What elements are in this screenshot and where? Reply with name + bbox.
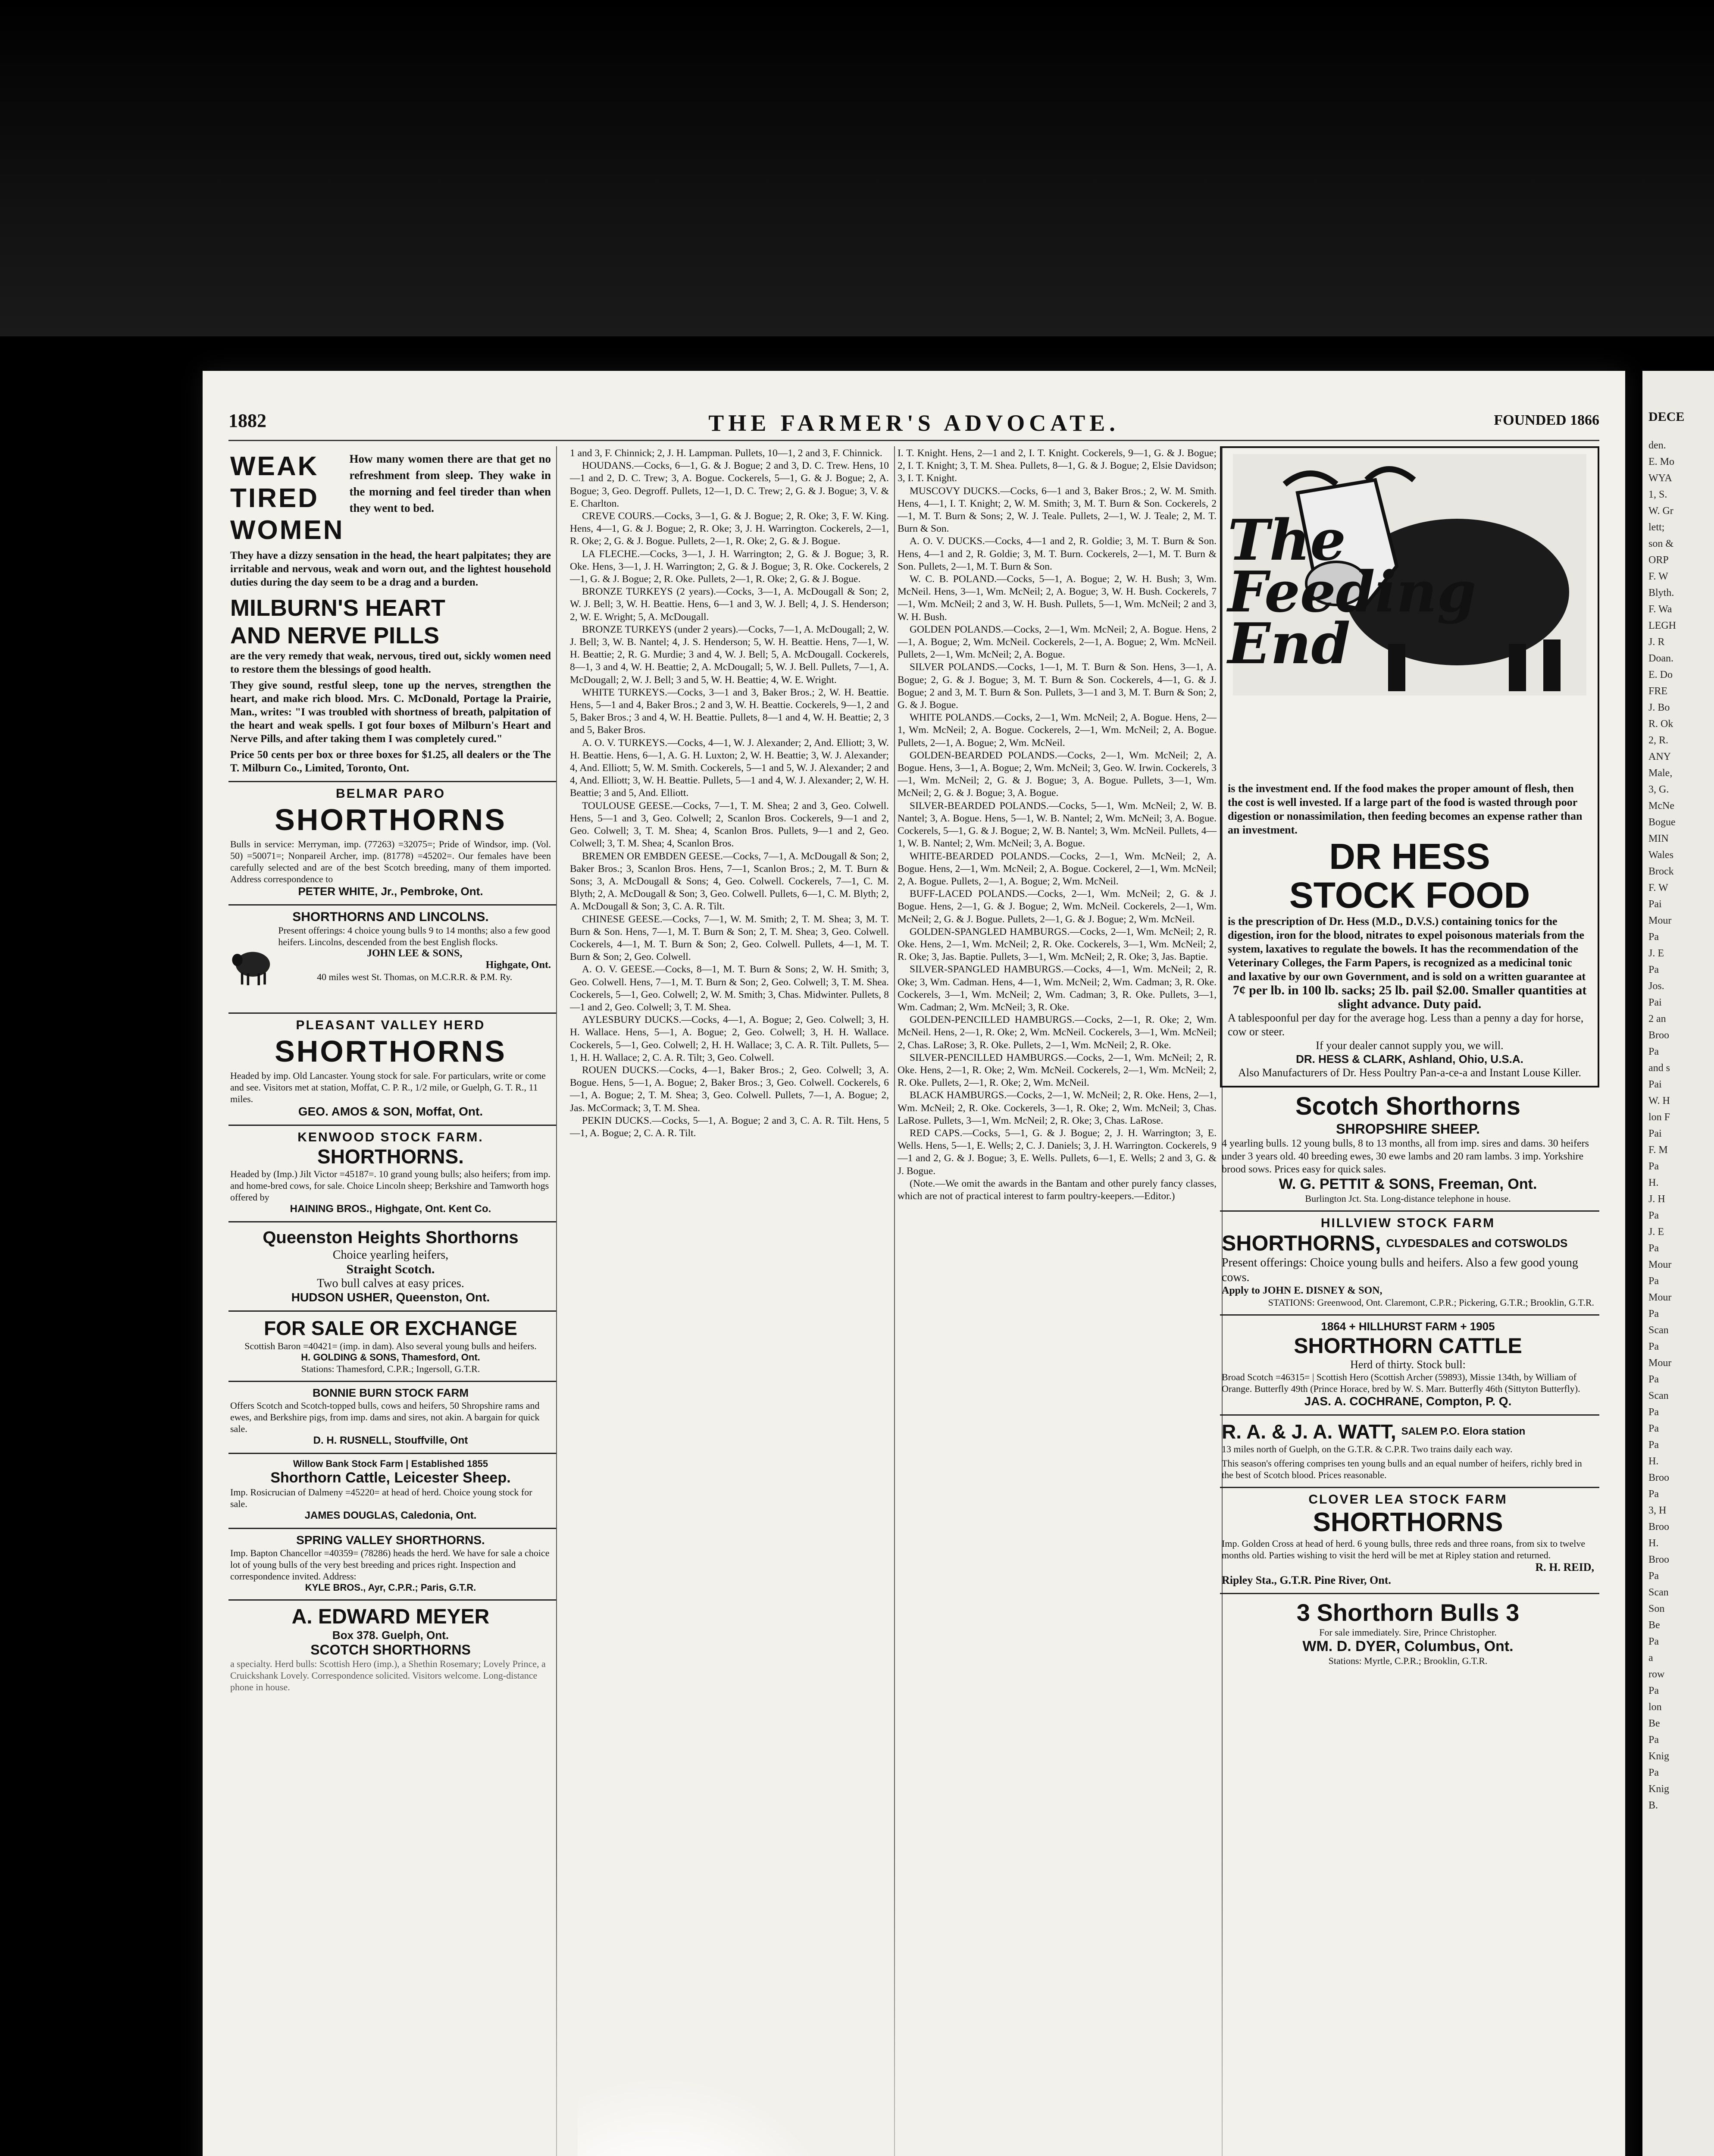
adjacent-line: Pa bbox=[1648, 1636, 1659, 1647]
adjacent-line: Wales bbox=[1648, 849, 1674, 861]
hess-body-2: A tablespoonful per day for the average hog. Less than a penny a day for horse, cow or steer. bbox=[1228, 1012, 1584, 1038]
weak-tired-women bbox=[230, 451, 344, 546]
adjacent-line: Mour bbox=[1648, 1357, 1672, 1369]
clover-place: Ripley Sta., G.T.R. Pine River, Ont. bbox=[1222, 1574, 1391, 1586]
film-scuff bbox=[578, 2074, 854, 2156]
adjacent-line: Broo bbox=[1648, 1554, 1669, 1565]
ad-hillhurst bbox=[1220, 1316, 1599, 1416]
adjacent-line: Pa bbox=[1648, 1685, 1659, 1696]
pettit-body: 4 yearling bulls. 12 young bulls, 8 to 13 months, all from imp. sires and dams. 30 heifers under 3 years old. 40 breeding ewes, 30 ewe lambs and 20 ram lambs. 3 imp. Yorkshire brood sows. Prices easy for quick sales. bbox=[1222, 1138, 1589, 1175]
adjacent-line: Pai bbox=[1648, 997, 1662, 1008]
hillhurst-body: Broad Scotch =46315= | Scottish Hero (Scottish Archer (59893), Missie 134th, by William of Orange. Butterfly 49th (Prince Horace, bred by W. S. Marr. Butterfly 46th (Sittyton Butterfly). bbox=[1222, 1372, 1580, 1394]
milburn-price: Price 50 cents per box or three boxes for $1.25, all dealers or the The T. Milburn Co., Limited, Toronto, Ont. bbox=[230, 749, 551, 774]
result-paragraph: LA FLECHE.—Cocks, 3—1, J. H. Warrington; 2, G. & J. Bogue; 3, R. Oke. Hens, 3—1, J. H. Warrington; 2, G. & J. Bogue; 3, R. Oke. Cockerels, 2—1, G. & J. Bogue; 2, R. Oke. Pullets, 2—1, R. Oke; 2, G. & J. Bogue. bbox=[570, 548, 889, 585]
adjacent-line: Doan. bbox=[1648, 653, 1673, 664]
result-paragraph: ROUEN DUCKS.—Cocks, 4—1, Baker Bros.; 2, Geo. Colwell; 3, A. Bogue. Hens, 5—1, A. Bogue; 2, Baker Bros.; 3, Geo. Colwell. Cockerels, 6—1, A. Bogue; 2, T. M. Shea; 3, Geo. Colwell. Pullets, 7—1, A. Bogue; 2, Jas. McCormack; 3, T. M. Shea. bbox=[570, 1064, 889, 1114]
adjacent-line: Mour bbox=[1648, 1292, 1672, 1303]
adjacent-line: Broo bbox=[1648, 1521, 1669, 1532]
kenwood-contact: HAINING BROS., Highgate, Ont. Kent Co. bbox=[290, 1203, 491, 1215]
adjacent-line: 3, H bbox=[1648, 1505, 1667, 1516]
kenwood-body: Headed by (Imp.) Jilt Victor =45187=. 10 grand young bulls; also heifers; from imp. and home-bred cows, for sale. Choice Lincoln sheep; Berkshire and Tamworth hogs offered by bbox=[230, 1169, 550, 1203]
adjacent-line: F. M bbox=[1648, 1144, 1668, 1156]
adjacent-line: Scan bbox=[1648, 1587, 1669, 1598]
forsale-body: Scottish Baron =40421= (imp. in dam). Also several young bulls and heifers. bbox=[244, 1341, 537, 1351]
adjacent-line: Scan bbox=[1648, 1390, 1669, 1401]
ad-meyer bbox=[228, 1601, 556, 1699]
milburn-body-2: are the very remedy that weak, nervous, tired out, sickly women need to restore them the blessings of good health. bbox=[230, 650, 551, 675]
result-paragraph: SILVER-SPANGLED HAMBURGS.—Cocks, 4—1, Wm. McNeil; 2, R. Oke; 3, Wm. Cadman. Hens, 4—1, Wm. McNeil; 2, Wm. Cadman; 3, R. Oke. Cockerels, 3—1, Wm. McNeil; 2, Wm. Cadman; 3, R. Oke. Pullets, 3—1, Wm. Cadman; 2, Wm. McNeil; 3, R. Oke. bbox=[898, 964, 1217, 1013]
lincolns-place: Highgate, Ont. bbox=[485, 959, 551, 971]
adjacent-line: McNe bbox=[1648, 800, 1674, 812]
meyer-title: A. EDWARD MEYER bbox=[291, 1605, 490, 1628]
result-paragraph: TOULOUSE GEESE.—Cocks, 7—1, T. M. Shea; 2 and 3, Geo. Colwell. Hens, 5—1 and 3, Geo. Colwell; 2, Scanlon Bros. Cockerels, 9—1 and 2, Geo. Colwell; 3, T. M. Shea; 4, Scanlon Bros. Pullets, 9—1 and 2, Geo. Colwell; 3, T. M. Shea; 4, Scanlon Bros. bbox=[570, 800, 889, 849]
ad-dr-hess bbox=[1220, 446, 1599, 1087]
dyer-contact: WM. D. DYER, Columbus, Ont. bbox=[1302, 1638, 1514, 1655]
result-paragraph: BREMEN OR EMBDEN GEESE.—Cocks, 7—1, A. McDougall & Son; 2, Baker Bros.; 3, Scanlon Bros. Hens, 7—1, Scanlon Bros.; 2, M. T. Burn & Sons; 3, A. McDougall & Sons; 4, Geo. Colwell. Cockerels, 7—1, C. M. Blyth; 2, A. McDougall & Son; 3, Geo. Colwell. Pullets, 6—1, C. M. Blyth; 2, A. McDougall & Son; 3, C. A. R. Tilt. bbox=[570, 850, 889, 912]
adjacent-line: F. W bbox=[1648, 882, 1668, 893]
result-paragraph: WHITE POLANDS.—Cocks, 2—1, Wm. McNeil; 2, A. Bogue. Hens, 2—1, Wm. McNeil; 2, A. Bogue. Cockerels, 2—1, Wm. McNeil; 2, A. Bogue. Pullets, 2—1, A. Bogue; 2, Wm. McNeil. bbox=[898, 712, 1217, 749]
ad-milburn bbox=[228, 446, 556, 782]
result-paragraph: 1 and 3, F. Chinnick; 2, J. H. Lampman. Pullets, 10—1, 2 and 3, F. Chinnick. bbox=[570, 448, 882, 459]
spring-body: Imp. Bapton Chancellor =40359= (78286) heads the herd. We have for sale a choice lot of young bulls of the very best breeding and prices right. Inspection and correspondence invited. Address: bbox=[230, 1548, 550, 1582]
adjacent-line: den. bbox=[1648, 440, 1666, 451]
film-border bbox=[0, 0, 1714, 336]
ad-queenston bbox=[228, 1222, 556, 1312]
result-paragraph: W. C. B. POLAND.—Cocks, 5—1, A. Bogue; 2, W. H. Bush; 3, Wm. McNeil. Hens, 3—1, Wm. McNeil; 2, A. Bogue; 3, W. H. Bush. Cockerels, 7—1, Wm. McNeil; 2 and 3, W. H. Bush. Pullets, 5—1, Wm. McNeil; 2 and 3, W. H. Bush. bbox=[898, 573, 1217, 623]
belmar-small: BELMAR PARO bbox=[335, 787, 446, 801]
adjacent-line: lon bbox=[1648, 1702, 1662, 1713]
milburn-testimonial: They give sound, restful sleep, tone up the nerves, strengthen the heart, and make rich blood. Mrs. C. McDonald, Portage la Prairie, Man., writes: "I was troubled with shortness of breath, palpitation of the heart and weak spells. I got four boxes of Milburn's Heart and Nerve Pills, and after taking them I was completely cured." bbox=[230, 680, 551, 745]
adjacent-line: Jos. bbox=[1648, 981, 1664, 992]
hess-price: 7¢ per lb. in 100 lb. sacks; 25 lb. pail $2.00. Smaller quantities at slight advance. Duty paid. bbox=[1232, 983, 1587, 1011]
adjacent-line: Broo bbox=[1648, 1030, 1669, 1041]
hess-intro: is the investment end. If the food makes the proper amount of flesh, then the cost is well invested. If a large part of the food is wasted through poor digestion or nonassimilation, then feeding becomes an expense rather than an investment. bbox=[1228, 782, 1583, 836]
hess-body-3: If your dealer cannot supply you, we will. bbox=[1316, 1039, 1504, 1052]
sheep-icon bbox=[230, 924, 273, 1006]
result-paragraph: BUFF-LACED POLANDS.—Cocks, 2—1, Wm. McNeil; 2, G. & J. Bogue. Hens, 2—1, G. & J. Bogue; 2, Wm. McNeil. Cockerels, 2—1, Wm. McNeil; 2, G. & J. Bogue. Pullets, 2—1, G. & J. Bogue; 2, Wm. McNeil. bbox=[898, 888, 1217, 925]
adjacent-line: J. E bbox=[1648, 948, 1664, 959]
ad-hillview bbox=[1220, 1212, 1599, 1316]
adjacent-line: a bbox=[1648, 1652, 1653, 1664]
adjacent-header: DECE bbox=[1648, 410, 1685, 424]
adjacent-line: Pa bbox=[1648, 1341, 1659, 1352]
adjacent-line: J. R bbox=[1648, 636, 1665, 648]
clover-contact: R. H. REID, bbox=[1535, 1561, 1594, 1573]
adjacent-line: W. H bbox=[1648, 1095, 1670, 1106]
dyer-note: Stations: Myrtle, C.P.R.; Brooklin, G.T.R. bbox=[1328, 1655, 1488, 1666]
adjacent-line: E. Do bbox=[1648, 669, 1673, 680]
adjacent-line: 2 an bbox=[1648, 1013, 1666, 1025]
adjacent-line: H. bbox=[1648, 1456, 1659, 1467]
queenston-title: Queenston Heights Shorthorns bbox=[263, 1228, 519, 1247]
ad-watt bbox=[1220, 1416, 1599, 1488]
page-number: 1882 bbox=[228, 410, 266, 431]
word-women: WOMEN bbox=[230, 515, 344, 545]
adjacent-line: H. bbox=[1648, 1177, 1659, 1188]
founded-line: FOUNDED 1866 bbox=[1494, 412, 1599, 428]
hess-body: is the prescription of Dr. Hess (M.D., D.V.S.) containing tonics for the digestion, iron for the blood, nitrates to expel poisonous materials from the system, laxatives to regulate the bowels. It has the recommendation of the Veterinary Colleges, the Farm Papers, is recognized as a medicinal tonic and laxative by our own Government, and is sold on a written guarantee at bbox=[1228, 915, 1586, 983]
adjacent-line: Brock bbox=[1648, 866, 1674, 877]
hess-brand-1: DR HESS bbox=[1329, 836, 1490, 877]
spring-title: SPRING VALLEY SHORTHORNS. bbox=[296, 1533, 485, 1547]
adjacent-line: Knig bbox=[1648, 1751, 1669, 1762]
word-weak: WEAK bbox=[230, 451, 319, 481]
hess-brand-2: STOCK FOOD bbox=[1289, 875, 1530, 915]
adjacent-line: MIN bbox=[1648, 833, 1669, 844]
adjacent-line: Pa bbox=[1648, 1374, 1659, 1385]
hillhurst-title: SHORTHORN CATTLE bbox=[1294, 1334, 1522, 1358]
result-paragraph: CREVE COURS.—Cocks, 3—1, G. & J. Bogue; 2, R. Oke; 3, F. W. King. Hens, 4—1, G. & J. Bogue; 2, R. Oke; 3, J. H. Warrington. Cockerels, 2—1, R. Oke; 2, G. & J. Bogue. Pullets, 2—1, R. Oke; 2, G. & J. Bogue. bbox=[570, 511, 889, 547]
ad-willow-bank bbox=[228, 1454, 556, 1529]
ad-spring-valley bbox=[228, 1529, 556, 1601]
queenston-contact: HUDSON USHER, Queenston, Ont. bbox=[291, 1291, 490, 1304]
hillview-small: HILLVIEW STOCK FARM bbox=[1320, 1216, 1495, 1230]
adjacent-line: Pa bbox=[1648, 1570, 1659, 1582]
adjacent-lines bbox=[1642, 437, 1714, 1814]
result-paragraph: BRONZE TURKEYS (under 2 years).—Cocks, 7—1, A. McDougall; 2, W. J. Bell; 3, W. B. Nantel; 4, J. S. Henderson; 5, W. H. Beattie. Hens, 7—1, W. H. Beattie; 2, R. G. Murdie; 3 and 4, W. J. Bell; 5, A. McDougall. Cockerels, 8—1, 3 and 4, W. H. Beattie; 2, A. McDougall; 5, W. J. Bell. Pullets, 7—1, A. McDougall; 2, W. J. Bell; 3 and 5, W. H. Beattie; 4, W. E. Wright. bbox=[570, 624, 889, 686]
watt-title: R. A. & J. A. WATT, bbox=[1222, 1420, 1396, 1443]
adjacent-line: J. Bo bbox=[1648, 702, 1670, 713]
adjacent-line: F. W bbox=[1648, 571, 1668, 582]
adjacent-line: Pa bbox=[1648, 1046, 1659, 1057]
willow-body: Imp. Rosicrucian of Dalmeny =45220= at head of herd. Choice young stock for sale. bbox=[230, 1487, 532, 1509]
hillhurst-small: 1864 + HILLHURST FARM + 1905 bbox=[1321, 1320, 1495, 1333]
kenwood-title: SHORTHORNS. bbox=[317, 1145, 464, 1168]
pleasant-contact: GEO. AMOS & SON, Moffat, Ont. bbox=[298, 1105, 483, 1118]
forsale-contact: H. GOLDING & SONS, Thamesford, Ont. bbox=[301, 1352, 480, 1363]
belmar-title: SHORTHORNS bbox=[275, 803, 507, 837]
willow-title: Shorthorn Cattle, Leicester Sheep. bbox=[270, 1470, 511, 1486]
adjacent-line: B. bbox=[1648, 1800, 1658, 1811]
ad-scotch-shorthorns bbox=[1220, 1087, 1599, 1212]
pettit-sub: SHROPSHIRE SHEEP. bbox=[1336, 1121, 1480, 1137]
adjacent-line: 1, S. bbox=[1648, 489, 1667, 500]
willow-small: Willow Bank Stock Farm | Established 1855 bbox=[293, 1458, 488, 1469]
pettit-note: Burlington Jct. Sta. Long-distance telephone in house. bbox=[1305, 1193, 1511, 1204]
hillview-stations: STATIONS: Greenwood, Ont. Claremont, C.P.R.; Pickering, G.T.R.; Brooklin, G.T.R. bbox=[1268, 1297, 1594, 1308]
result-paragraph: A. O. V. TURKEYS.—Cocks, 4—1, W. J. Alexander; 2, And. Elliott; 3, W. H. Beattie. Hens, 6—1, A. G. H. Luxton; 2, W. H. Beattie; 3, W. J. Alexander; 4, And. Elliott; 5, W. M. Smith. Cockerels, 5—1 and 5, W. J. Alexander; 2 and 4, And. Elliott; 3, W. H. Beattie. Pullets, 5—1 and 4, W. J. Alexander; 2, W. H. Beattie; 3 and 5, And. Elliott. bbox=[570, 737, 889, 799]
column-ads-right bbox=[1220, 446, 1599, 2156]
column-results-1 bbox=[565, 446, 895, 2156]
adjacent-line: 2, R. bbox=[1648, 735, 1669, 746]
clover-title: SHORTHORNS bbox=[1313, 1507, 1503, 1537]
adjacent-line: lett; bbox=[1648, 522, 1665, 533]
result-paragraph: A. O. V. GEESE.—Cocks, 8—1, M. T. Burn & Sons; 2, W. H. Smith; 3, Geo. Colwell. Hens, 7—1, M. T. Burn & Son; 2, Geo. Colwell; 3, T. M. Shea. Cockerels, 5—1, Geo. Colwell; 2, W. M. Smith; 3, Chas. Midwinter. Pullets, 8—1 and 2, Geo. Colwell; 3, T. M. Shea. bbox=[570, 964, 889, 1013]
hillview-title-2: CLYDESDALES and COTSWOLDS bbox=[1386, 1236, 1568, 1250]
masthead: THE FARMER'S ADVOCATE. bbox=[708, 410, 1120, 436]
adjacent-page-edge bbox=[1642, 371, 1714, 2156]
result-paragraph: SILVER-BEARDED POLANDS.—Cocks, 5—1, Wm. McNeil; 2, W. B. Nantel; 3, A. Bogue. Hens, 5—1, W. B. Nantel; 2, Wm. McNeil; 3, A. Bogue. Cockerels, 5—1, G. & J. Bogue; 2, W. B. Nantel; 3, Wm. McNeil. Pullets, 4—1, W. B. Nantel; 2, Wm. McNeil; 3, A. Bogue. bbox=[898, 800, 1217, 849]
adjacent-line: ORP bbox=[1648, 555, 1669, 566]
result-paragraph: SILVER-PENCILLED HAMBURGS.—Cocks, 2—1, Wm. McNeil; 2, R. Oke. Hens, 2—1, R. Oke; 2, Wm. McNeil. Cockerels, 2—1, Wm. McNeil; 2, R. Oke. Pullets, 2—1, R. Oke; 2, Wm. McNeil. bbox=[898, 1052, 1217, 1089]
result-paragraph: I. T. Knight. Hens, 2—1 and 2, I. T. Knight. Cockerels, 9—1, G. & J. Bogue; 2, I. T. Knight; 3, T. M. Shea. Pullets, 8—1, G. & J. Bogue; 2, Elsie Davidson; 3, I. T. Knight. bbox=[898, 448, 1217, 484]
queenston-line1: Choice yearling heifers, bbox=[332, 1248, 449, 1262]
adjacent-line: Pai bbox=[1648, 899, 1662, 910]
adjacent-line: Be bbox=[1648, 1718, 1660, 1729]
adjacent-line: WYA bbox=[1648, 473, 1672, 484]
milburn-body: They have a dizzy sensation in the head, the heart palpitates; they are irritable and nervous, weak and worn out, and the lightest household duties during the day seem to be a drag and a burden. bbox=[230, 550, 551, 588]
adjacent-line: Pa bbox=[1648, 1439, 1659, 1451]
adjacent-line: row bbox=[1648, 1669, 1665, 1680]
adjacent-line: Pa bbox=[1648, 1243, 1659, 1254]
result-paragraph: GOLDEN-SPANGLED HAMBURGS.—Cocks, 2—1, Wm. McNeil; 2, R. Oke. Hens, 2—1, Wm. McNeil; 2, R. Oke. Cockerels, 3—1, Wm. McNeil; 2, R. Oke; 3, Jas. Baptie. Pullets, 3—1, Wm. McNeil; 2, R. Oke; 3, Jas. Baptie. bbox=[898, 926, 1217, 963]
queenston-line2: Straight Scotch. bbox=[346, 1262, 435, 1276]
result-paragraph: AYLESBURY DUCKS.—Cocks, 4—1, A. Bogue; 2, Geo. Colwell; 3, H. H. Wallace. Hens, 5—1, A. Bogue; 2, Geo. Colwell; 3, H. H. Wallace. Cockerels, 5—1, Geo. Colwell; 2, H. H. Wallace; 3, C. A. R. Tilt. Pullets, 5—1, H. H. Wallace; 2, C. A. R. Tilt; 3, Geo. Colwell. bbox=[570, 1014, 889, 1063]
ad-belmar bbox=[228, 782, 556, 906]
adjacent-line: J. E bbox=[1648, 1226, 1664, 1238]
hillhurst-herd: Herd of thirty. Stock bull: bbox=[1350, 1358, 1466, 1371]
pleasant-body: Headed by imp. Old Lancaster. Young stock for sale. For particulars, write or come and see. Visitors met at station, Moffat, C. P. R., 1/2 mile, or Guelph, G. T. R., 11 miles. bbox=[230, 1070, 546, 1104]
result-paragraph: WHITE TURKEYS.—Cocks, 3—1 and 3, Baker Bros.; 2, W. H. Beattie. Hens, 5—1 and 4, Baker Bros.; 2 and 3, W. H. Beattie. Cockerels, 9—1, 2 and 5, Baker Bros.; 3 and 4, W. H. Beattie. Pullets, 8—1 and 4, W. H. Beattie; 2, 3 and 5, Baker Bros. bbox=[570, 686, 889, 736]
result-paragraph: BRONZE TURKEYS (2 years).—Cocks, 3—1, A. McDougall & Son; 2, W. J. Bell; 3, W. H. Beattie. Hens, 6—1 and 3, W. J. Bell; 4, J. S. Henderson; 2, W. E. Wright; 5, A. McDougall. bbox=[570, 586, 889, 623]
watt-body-2: This season's offering comprises ten young bulls and an equal number of heifers, richly bred in the best of Scotch blood. Prices reasonable. bbox=[1222, 1458, 1582, 1480]
adjacent-line: H. bbox=[1648, 1538, 1659, 1549]
adjacent-line: son & bbox=[1648, 538, 1674, 549]
adjacent-line: J. H bbox=[1648, 1194, 1665, 1205]
result-paragraph: HOUDANS.—Cocks, 6—1, G. & J. Bogue; 2 and 3, D. C. Trew. Hens, 10—1 and 2, D. C. Trew; 3, A. Bogue. Cockerels, 5—1, G. & J. Bogue; 2, A. Bogue; 3, Geo. Degroff. Pullets, 12—1, D. C. Trew; 2, G. & J. Bogue; 3, V. & E. Charlton. bbox=[570, 460, 889, 509]
adjacent-line: Pa bbox=[1648, 1423, 1659, 1434]
pleasant-small: PLEASANT VALLEY HERD bbox=[296, 1018, 485, 1032]
adjacent-line: Pa bbox=[1648, 931, 1659, 943]
belmar-contact: PETER WHITE, Jr., Pembroke, Ont. bbox=[298, 885, 483, 898]
adjacent-line: FRE bbox=[1648, 686, 1668, 697]
watt-place: SALEM P.O. Elora station bbox=[1401, 1426, 1526, 1437]
pettit-contact: W. G. PETTIT & SONS, Freeman, Ont. bbox=[1279, 1176, 1537, 1192]
adjacent-line: R. Ok bbox=[1648, 718, 1673, 730]
adjacent-line: Mour bbox=[1648, 1259, 1672, 1270]
adjacent-line: Bogue bbox=[1648, 817, 1676, 828]
adjacent-line: Blyth. bbox=[1648, 587, 1674, 599]
willow-contact: JAMES DOUGLAS, Caledonia, Ont. bbox=[304, 1510, 477, 1521]
adjacent-line: Pa bbox=[1648, 1407, 1659, 1418]
adjacent-line: Pai bbox=[1648, 1079, 1662, 1090]
lincolns-contact: JOHN LEE & SONS, bbox=[366, 948, 463, 959]
hillview-title: SHORTHORNS, bbox=[1222, 1231, 1381, 1255]
adjacent-line: E. Mo bbox=[1648, 456, 1674, 467]
bonnie-contact: D. H. RUSNELL, Stouffville, Ont bbox=[313, 1435, 468, 1446]
result-paragraph: GOLDEN-BEARDED POLANDS.—Cocks, 2—1, Wm. McNeil; 2, A. Bogue. Hens, 3—1, A. Bogue; 2, Wm. McNeil; 3, Geo. W. Irwin. Cockerels, 3—1, Wm. McNeil; 2, G. & J. Bogue; 3, A. Bogue. Pullets, 3—1, Wm. McNeil; 2, G. & J. Bogue; 3, A. Bogue. bbox=[898, 749, 1217, 799]
result-paragraph: SILVER POLANDS.—Cocks, 1—1, M. T. Burn & Son. Hens, 3—1, A. Bogue; 2, G. & J. Bogue; 3, M. T. Burn & Son. Cockerels, 4—1, G. & J. Bogue; 2 and 3, M. T. Burn & Son. Pullets, 3—1 and 3, M. T. Burn & Son; 2, G. & J. Bogue. bbox=[898, 661, 1217, 711]
adjacent-line: Broo bbox=[1648, 1472, 1669, 1483]
result-paragraph: WHITE-BEARDED POLANDS.—Cocks, 2—1, Wm. McNeil; 2, A. Bogue. Hens, 2—1, Wm. McNeil; 2, A. Bogue. Cockerel, 2—1, Wm. McNeil; 2, A. Bogue. Pullets, 2—1, A. Bogue; 2, Wm. McNeil. bbox=[898, 850, 1217, 887]
adjacent-line: Scan bbox=[1648, 1325, 1669, 1336]
adjacent-line: Male, bbox=[1648, 768, 1673, 779]
bonnie-title: BONNIE BURN STOCK FARM bbox=[312, 1386, 469, 1399]
clover-body: Imp. Golden Cross at head of herd. 6 young bulls, three reds and three roans, from six to twelve months old. Parties wishing to visit the herd will be met at Ripley station and returned. bbox=[1222, 1538, 1586, 1561]
milburn-intro: How many women there are that get no refreshment from sleep. They wake in the morning and feel tireder than when they went to bed. bbox=[349, 452, 551, 514]
feeding-end-title: The Feeding End bbox=[1228, 507, 1476, 677]
column-ads-left bbox=[228, 446, 557, 2156]
watt-body: 13 miles north of Guelph, on the G.T.R. & C.P.R. Two trains daily each way. bbox=[1222, 1444, 1513, 1454]
hillhurst-contact: JAS. A. COCHRANE, Compton, P. Q. bbox=[1304, 1395, 1512, 1408]
meyer-box: Box 378. Guelph, Ont. bbox=[332, 1629, 449, 1642]
milburn-product-2: AND NERVE PILLS bbox=[230, 623, 440, 649]
ad-bonnie-burn bbox=[228, 1382, 556, 1454]
lincolns-body: Present offerings: 4 choice young bulls 9 to 14 months; also a few good heifers. Lincolns, descended from the best English flocks. bbox=[278, 925, 550, 947]
adjacent-line: Pa bbox=[1648, 1210, 1659, 1221]
clover-small: CLOVER LEA STOCK FARM bbox=[1308, 1492, 1508, 1507]
dyer-title: 3 Shorthorn Bulls 3 bbox=[1296, 1599, 1520, 1626]
queenston-line3: Two bull calves at easy prices. bbox=[317, 1277, 464, 1290]
adjacent-line: ANY bbox=[1648, 751, 1671, 762]
hess-also: Also Manufacturers of Dr. Hess Poultry Pan-a-ce-a and Instant Louse Killer. bbox=[1238, 1066, 1581, 1079]
meyer-sub: SCOTCH SHORTHORNS bbox=[310, 1642, 471, 1658]
bonnie-body: Offers Scotch and Scotch-topped bulls, cows and heifers, 50 Shropshire rams and ewes, and Berkshire pigs, from imp. dams and sires, not akin. A bargain for quick sale. bbox=[230, 1400, 540, 1434]
adjacent-line: Mour bbox=[1648, 915, 1672, 926]
adjacent-line: lon F bbox=[1648, 1112, 1670, 1123]
kenwood-small: KENWOOD STOCK FARM. bbox=[297, 1130, 484, 1144]
milburn-product-1: MILBURN'S HEART bbox=[230, 595, 445, 621]
lincolns-title: SHORTHORNS AND LINCOLNS. bbox=[292, 910, 489, 924]
result-paragraph: MUSCOVY DUCKS.—Cocks, 6—1 and 3, Baker Bros.; 2, W. M. Smith. Hens, 4—1, I. T. Knight; 2, W. M. Smith; 3, M. T. Burn & Son. Cockerels, 2—1, M. T. Burn & Sons; 2, W. J. Teale. Pullets, 2—1, W. J. Teale; 2, M. T. Burn & Son. bbox=[898, 485, 1217, 535]
result-paragraph: CHINESE GEESE.—Cocks, 7—1, W. M. Smith; 2, T. M. Shea; 3, M. T. Burn & Son. Hens, 7—1, M. T. Burn & Son; 2, T. M. Shea; 3, Geo. Colwell. Cockerels, 4—1, M. T. Burn & Son; 2, Geo. Colwell. Pullets, 4—1, M. T. Burn & Son; 2, Geo. Colwell. bbox=[570, 913, 889, 963]
adjacent-line: F. Wa bbox=[1648, 604, 1672, 615]
adjacent-line: 3, G. bbox=[1648, 784, 1669, 795]
ad-clover-lea bbox=[1220, 1488, 1599, 1594]
dyer-body: For sale immediately. Sire, Prince Christopher. bbox=[1319, 1627, 1497, 1638]
newspaper-page bbox=[203, 371, 1625, 2156]
adjacent-line: W. Gr bbox=[1648, 505, 1673, 517]
hillview-contact: Apply to JOHN E. DISNEY & SON, bbox=[1222, 1285, 1382, 1296]
meyer-body: a specialty. Herd bulls: Scottish Hero (imp.), a Shethin Rosemary; Lovely Prince, a Cruickshank Lovely. Correspondence solicited. Visitors welcome. Long-distance phone in house. bbox=[230, 1658, 546, 1692]
ad-dyer bbox=[1220, 1594, 1599, 1673]
adjacent-line: Pa bbox=[1648, 1767, 1659, 1778]
result-paragraph: A. O. V. DUCKS.—Cocks, 4—1 and 2, R. Goldie; 3, M. T. Burn & Son. Hens, 4—1 and 2, R. Goldie; 3, M. T. Burn. Cockerels, 2—1, M. T. Burn & Son. Pullets, 2—1, M. T. Burn & Son. bbox=[898, 536, 1217, 572]
result-paragraph: PEKIN DUCKS.—Cocks, 5—1, A. Bogue; 2 and 3, C. A. R. Tilt. Hens, 5—1, A. Bogue; 2, C. A. R. Tilt. bbox=[570, 1115, 889, 1139]
ad-pleasant-valley bbox=[228, 1014, 556, 1126]
forsale-title: FOR SALE OR EXCHANGE bbox=[264, 1317, 517, 1339]
page-header bbox=[228, 410, 1599, 441]
column-results-2 bbox=[892, 446, 1223, 2156]
pettit-title: Scotch Shorthorns bbox=[1295, 1092, 1521, 1120]
ad-for-sale bbox=[228, 1312, 556, 1382]
spring-contact: KYLE BROS., Ayr, C.P.R.; Paris, G.T.R. bbox=[305, 1582, 476, 1593]
adjacent-line: Pa bbox=[1648, 1275, 1659, 1287]
adjacent-line: Pa bbox=[1648, 1308, 1659, 1319]
result-paragraph: (Note.—We omit the awards in the Bantam and other purely fancy classes, which are not of practical interest to farm poultry-keepers.—Editor.) bbox=[898, 1178, 1217, 1202]
ad-lincolns bbox=[228, 906, 556, 1014]
adjacent-line: Pai bbox=[1648, 1128, 1662, 1139]
belmar-body: Bulls in service: Merryman, imp. (77263) =32075=; Pride of Windsor, imp. (Vol. 50) =50071=; Nonpareil Archer, imp. (81778) =45202=. Our females have been carefully selected and are of the best Scotch breeding, many of them imported. Address correspondence to bbox=[230, 839, 551, 884]
result-paragraph: RED CAPS.—Cocks, 5—1, G. & J. Bogue; 2, J. H. Warrington; 3, E. Wells. Hens, 5—1, E. Wells; 2, C. J. Daniels; 3, J. H. Warrington. Cockerels, 9—1 and 2, G. & J. Bogue; 3, E. Wells. Pullets, 6—1, E. Wells; 2 and 3, G. & J. Bogue. bbox=[898, 1127, 1217, 1177]
adjacent-line: LEGH bbox=[1648, 620, 1676, 631]
result-paragraph: GOLDEN-PENCILLED HAMBURGS.—Cocks, 2—1, R. Oke; 2, Wm. McNeil. Hens, 2—1, R. Oke; 2, Wm. McNeil. Cockerels, 3—1, Wm. McNeil; 2, Chas. LaRose; 3, R. Oke. Pullets, 2—1, Wm. McNeil; 2, R. Oke. bbox=[898, 1014, 1217, 1051]
adjacent-line: Pa bbox=[1648, 1489, 1659, 1500]
ad-kenwood bbox=[228, 1126, 556, 1222]
adjacent-line: and s bbox=[1648, 1062, 1670, 1074]
hess-company: DR. HESS & CLARK, Ashland, Ohio, U.S.A. bbox=[1296, 1053, 1523, 1065]
result-paragraph: GOLDEN POLANDS.—Cocks, 2—1, Wm. McNeil; 2, A. Bogue. Hens, 2—1, A. Bogue; 2, Wm. McNeil. Cockerels, 2—1, A. Bogue; 2, Wm. McNeil. Pullets, 2—1, Wm. McNeil; 2, A. Bogue. bbox=[898, 624, 1217, 661]
adjacent-line: Son bbox=[1648, 1603, 1665, 1614]
adjacent-line: Pa bbox=[1648, 964, 1659, 975]
pleasant-title: SHORTHORNS bbox=[275, 1034, 507, 1068]
adjacent-line: Pa bbox=[1648, 1161, 1659, 1172]
word-tired: TIRED bbox=[230, 483, 319, 513]
adjacent-line: Knig bbox=[1648, 1783, 1669, 1795]
adjacent-line: Pa bbox=[1648, 1734, 1659, 1745]
result-paragraph: BLACK HAMBURGS.—Cocks, 2—1, W. McNeil; 2, R. Oke. Hens, 2—1, Wm. McNeil; 2, R. Oke. Cockerels, 3—1, R. Oke; 2, Wm. McNeil; 3, Chas. LaRose. Pullets, 3—1, Wm. McNeil; 2, R. Oke; 3, Chas. LaRose. bbox=[898, 1090, 1217, 1126]
adjacent-line: Be bbox=[1648, 1620, 1660, 1631]
forsale-stations: Stations: Thamesford, C.P.R.; Ingersoll, G.T.R. bbox=[301, 1363, 480, 1374]
hillview-body: Present offerings: Choice young bulls and heifers. Also a few good young cows. bbox=[1222, 1256, 1578, 1284]
lincolns-note: 40 miles west St. Thomas, on M.C.R.R. & P.M. Ry. bbox=[317, 971, 513, 982]
